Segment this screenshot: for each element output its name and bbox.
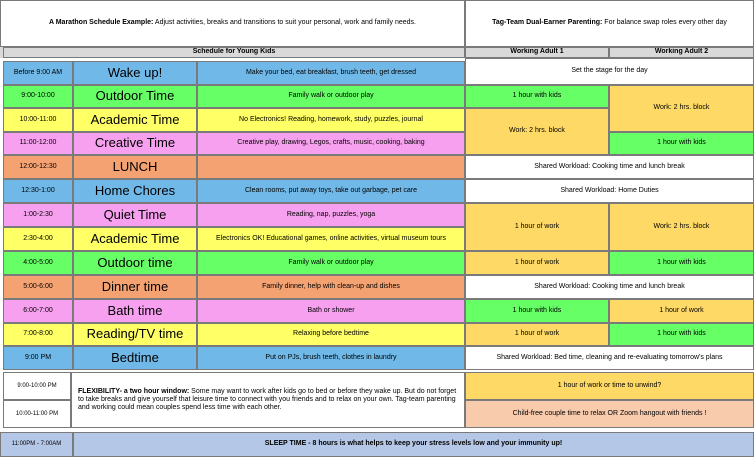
header-left-bold: A Marathon Schedule Example: xyxy=(48,19,154,27)
col-header-adult2: Working Adult 2 xyxy=(609,47,754,58)
activity-cell: Home Chores xyxy=(73,179,197,203)
col-header-kids: Schedule for Young Kids xyxy=(3,47,465,58)
header-right xyxy=(465,0,754,47)
activity-cell: Outdoor Time xyxy=(73,85,197,108)
adults-set-stage: Set the stage for the day xyxy=(465,58,754,85)
flexibility-text: Some may want to work after kids go to bed or before they wake up. But do not forget to take breaks and give yourself that leisure time to connect with you friends and to relax on your own. Tag-team parenting and working could mean couples spend less time with each other. xyxy=(78,387,457,412)
flex-time-1: 9:00-10:00 PM xyxy=(3,372,71,400)
adult2-slot: Work: 2 hrs. block xyxy=(609,203,754,251)
details-cell xyxy=(197,155,465,179)
time-cell: Before 9:00 AM xyxy=(3,61,73,85)
time-cell: 6:00-7:00 xyxy=(3,299,73,323)
sleep-note: SLEEP TIME - 8 hours is what helps to keep your stress levels low and your immunity up! xyxy=(73,432,754,457)
adults-shared-chores: Shared Workload: Home Duties xyxy=(465,179,754,203)
details-cell: Creative play, drawing, Legos, crafts, music, cooking, baking xyxy=(197,132,465,155)
time-cell: 10:00-11:00 xyxy=(3,108,73,132)
header-left xyxy=(0,0,465,47)
details-cell: Put on PJs, brush teeth, clothes in laundry xyxy=(197,346,465,370)
activity-cell: Quiet Time xyxy=(73,203,197,227)
adult2-slot: 1 hour with kids xyxy=(609,132,754,155)
details-cell: Family walk or outdoor play xyxy=(197,85,465,108)
adult2-slot: 1 hour of work xyxy=(609,299,754,323)
flex-option-unwind: 1 hour of work or time to unwind? xyxy=(465,372,754,400)
activity-cell: Academic Time xyxy=(73,227,197,251)
flexibility-title: FLEXIBILITY- a two hour window: xyxy=(78,387,190,395)
activity-cell: Dinner time xyxy=(73,275,197,299)
activity-cell: Outdoor time xyxy=(73,251,197,275)
adult1-slot: 1 hour with kids xyxy=(465,299,609,323)
time-cell: 7:00-8:00 xyxy=(3,323,73,346)
flexibility-note xyxy=(71,372,465,428)
details-cell: Bath or shower xyxy=(197,299,465,323)
adults-shared-dinner: Shared Workload: Cooking time and lunch break xyxy=(465,275,754,299)
time-cell: 12:00-12:30 xyxy=(3,155,73,179)
activity-cell: Reading/TV time xyxy=(73,323,197,346)
activity-cell: Bath time xyxy=(73,299,197,323)
adults-shared-lunch: Shared Workload: Cooking time and lunch break xyxy=(465,155,754,179)
activity-cell: Creative Time xyxy=(73,132,197,155)
adult1-slot: 1 hour of work xyxy=(465,203,609,251)
flex-option-couple-time: Child-free couple time to relax OR Zoom hangout with friends ! xyxy=(465,400,754,428)
details-cell: Family dinner, help with clean-up and dishes xyxy=(197,275,465,299)
details-cell: Family walk or outdoor play xyxy=(197,251,465,275)
details-cell: Relaxing before bedtime xyxy=(197,323,465,346)
time-cell: 2:30-4:00 xyxy=(3,227,73,251)
adult1-slot: Work: 2 hrs. block xyxy=(465,108,609,155)
activity-cell: Bedtime xyxy=(73,346,197,370)
details-cell: No Electronics! Reading, homework, study, puzzles, journal xyxy=(197,108,465,132)
sleep-time-cell: 11:00PM - 7:00AM xyxy=(0,432,73,457)
header-right-bold: Tag-Team Dual-Earner Parenting: xyxy=(492,19,603,27)
adult1-slot: 1 hour of work xyxy=(465,323,609,346)
header-right-text: For balance swap roles every other day xyxy=(604,19,727,27)
activity-cell: Academic Time xyxy=(73,108,197,132)
time-cell: 11:00-12:00 xyxy=(3,132,73,155)
adults-shared-bedtime: Shared Workload: Bed time, cleaning and re-evaluating tomorrow's plans xyxy=(465,346,754,370)
flex-time-2: 10:00-11:00 PM xyxy=(3,400,71,428)
time-cell: 4:00-5:00 xyxy=(3,251,73,275)
time-cell: 12:30-1:00 xyxy=(3,179,73,203)
adult1-slot: 1 hour of work xyxy=(465,251,609,275)
header-left-text: Adjust activities, breaks and transitions to suit your personal, work and family needs. xyxy=(154,19,416,27)
adult2-slot: Work: 2 hrs. block xyxy=(609,85,754,132)
details-cell: Reading, nap, puzzles, yoga xyxy=(197,203,465,227)
time-cell: 9:00 PM xyxy=(3,346,73,370)
adult2-slot: 1 hour with kids xyxy=(609,251,754,275)
time-cell: 5:00-6:00 xyxy=(3,275,73,299)
col-header-adult1: Working Adult 1 xyxy=(465,47,609,58)
activity-cell: Wake up! xyxy=(73,61,197,85)
details-cell: Electronics OK! Educational games, online activities, virtual museum tours xyxy=(197,227,465,251)
activity-cell: LUNCH xyxy=(73,155,197,179)
adult2-slot: 1 hour with kids xyxy=(609,323,754,346)
details-cell: Clean rooms, put away toys, take out garbage, pet care xyxy=(197,179,465,203)
adult1-slot: 1 hour with kids xyxy=(465,85,609,108)
details-cell: Make your bed, eat breakfast, brush teeth, get dressed xyxy=(197,61,465,85)
time-cell: 9:00-10:00 xyxy=(3,85,73,108)
time-cell: 1:00-2:30 xyxy=(3,203,73,227)
